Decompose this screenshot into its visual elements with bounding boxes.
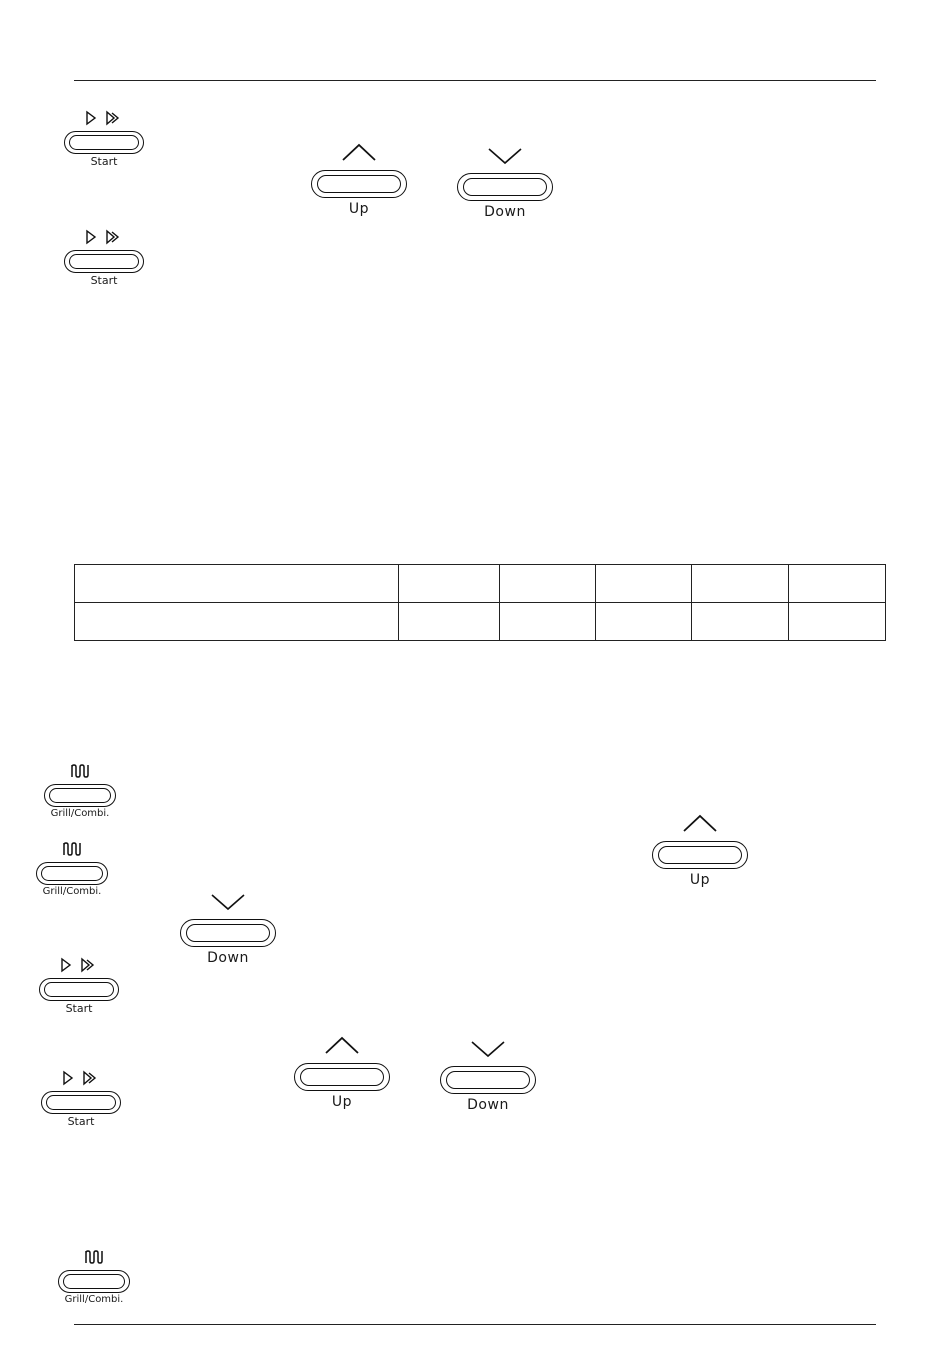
start-button-pill[interactable] bbox=[41, 1091, 121, 1114]
up-button[interactable] bbox=[294, 1036, 390, 1114]
grill-button-label: Grill/Combi. bbox=[50, 808, 110, 819]
table-cell bbox=[692, 603, 789, 641]
down-icon bbox=[457, 146, 553, 168]
grill-button-label: Grill/Combi. bbox=[64, 1294, 124, 1305]
start-button-label: Start bbox=[90, 155, 118, 168]
start-button[interactable] bbox=[40, 1070, 122, 1136]
start-icon bbox=[63, 229, 145, 251]
table-cell bbox=[596, 603, 692, 641]
grill-button-label: Grill/Combi. bbox=[42, 886, 102, 897]
start-icon bbox=[40, 1070, 122, 1092]
grill-button-pill[interactable] bbox=[44, 784, 116, 807]
grill-icon bbox=[53, 1249, 135, 1271]
down-button[interactable] bbox=[440, 1039, 536, 1117]
down-button-label: Down bbox=[207, 950, 249, 966]
up-button-pill[interactable] bbox=[294, 1063, 390, 1091]
up-button-pill[interactable] bbox=[311, 170, 407, 198]
grill-combi-button[interactable] bbox=[39, 763, 121, 829]
down-button-label: Down bbox=[467, 1097, 509, 1113]
start-button[interactable] bbox=[38, 957, 120, 1023]
start-button[interactable] bbox=[63, 110, 145, 176]
start-button-pill[interactable] bbox=[39, 978, 119, 1001]
header-rule bbox=[74, 80, 876, 81]
table-cell bbox=[75, 565, 399, 603]
up-icon bbox=[652, 814, 748, 836]
down-icon bbox=[440, 1039, 536, 1061]
table-cell bbox=[500, 565, 596, 603]
up-button[interactable] bbox=[311, 143, 407, 221]
start-icon bbox=[38, 957, 120, 979]
up-button[interactable] bbox=[652, 814, 748, 892]
up-button-label: Up bbox=[331, 1094, 353, 1110]
grill-button-pill[interactable] bbox=[36, 862, 108, 885]
table-cell bbox=[399, 565, 500, 603]
start-icon bbox=[63, 110, 145, 132]
grill-icon bbox=[39, 763, 121, 785]
grill-combi-button[interactable] bbox=[31, 841, 113, 907]
down-icon bbox=[180, 892, 276, 914]
start-button-label: Start bbox=[90, 274, 118, 287]
table-cell bbox=[399, 603, 500, 641]
table-cell bbox=[500, 603, 596, 641]
down-button-pill[interactable] bbox=[440, 1066, 536, 1094]
up-button-label: Up bbox=[348, 201, 370, 217]
grill-icon bbox=[31, 841, 113, 863]
table-cell bbox=[692, 565, 789, 603]
start-button-pill[interactable] bbox=[64, 131, 144, 154]
down-button[interactable] bbox=[457, 146, 553, 224]
grill-combi-button[interactable] bbox=[53, 1249, 135, 1315]
start-button-pill[interactable] bbox=[64, 250, 144, 273]
settings-table bbox=[74, 564, 886, 641]
start-button-label: Start bbox=[65, 1002, 93, 1015]
grill-button-pill[interactable] bbox=[58, 1270, 130, 1293]
start-button[interactable] bbox=[63, 229, 145, 295]
table-row bbox=[75, 603, 886, 641]
down-button[interactable] bbox=[180, 892, 276, 970]
up-button-label: Up bbox=[689, 872, 711, 888]
down-button-pill[interactable] bbox=[180, 919, 276, 947]
start-button-label: Start bbox=[67, 1115, 95, 1128]
down-button-label: Down bbox=[484, 204, 526, 220]
down-button-pill[interactable] bbox=[457, 173, 553, 201]
up-icon bbox=[294, 1036, 390, 1058]
table-cell bbox=[596, 565, 692, 603]
up-icon bbox=[311, 143, 407, 165]
table-cell bbox=[75, 603, 399, 641]
table-cell bbox=[789, 603, 886, 641]
footer-rule bbox=[74, 1324, 876, 1325]
up-button-pill[interactable] bbox=[652, 841, 748, 869]
table-cell bbox=[789, 565, 886, 603]
table-row bbox=[75, 565, 886, 603]
